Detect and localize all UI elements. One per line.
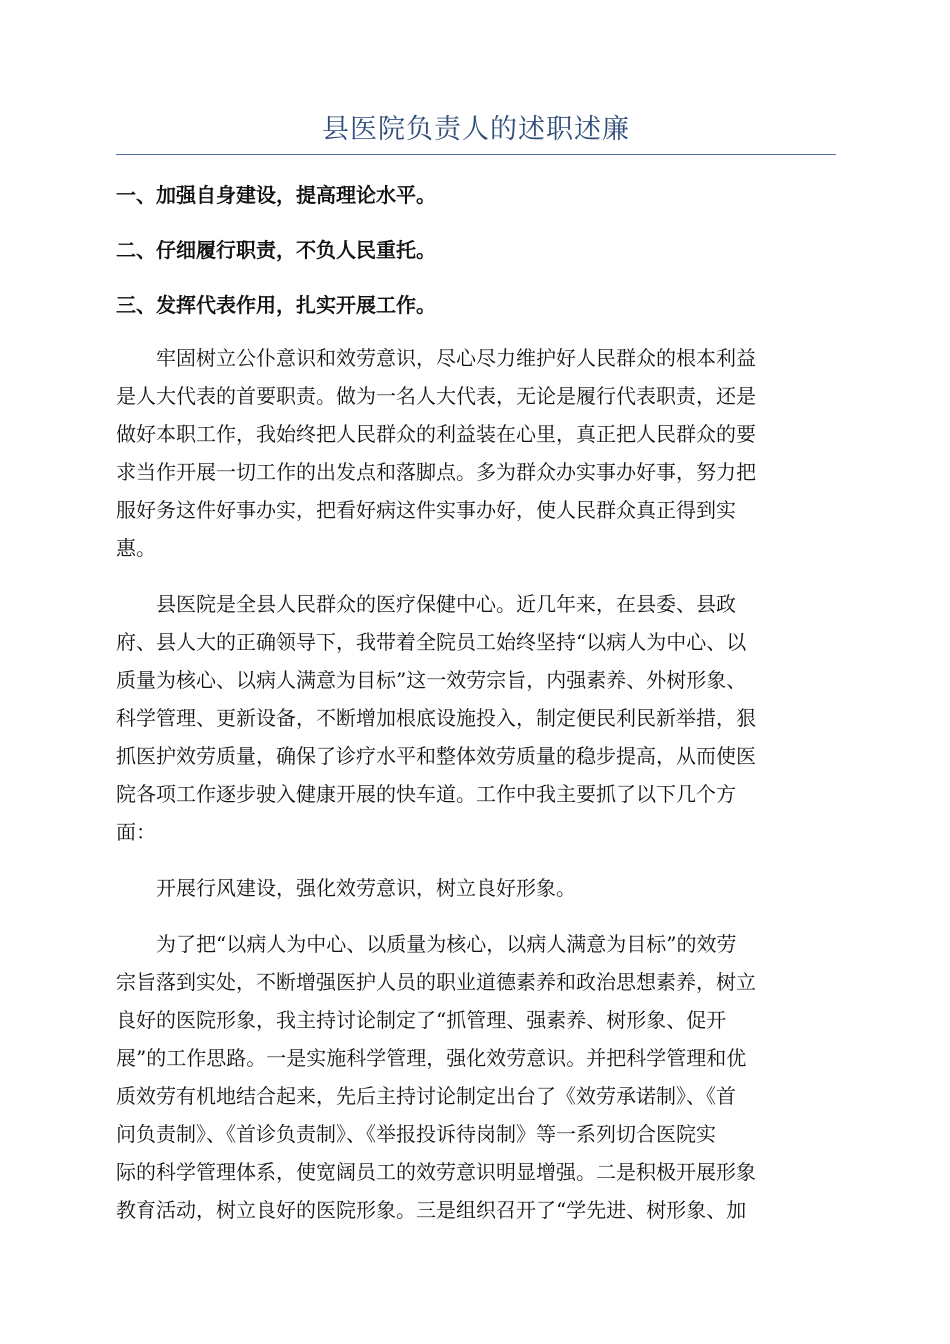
paragraph-line: 面： bbox=[116, 820, 156, 844]
paragraph-3 bbox=[116, 869, 836, 907]
paragraph-4 bbox=[116, 925, 836, 1229]
paragraph-line: 质量为核心、以病人满意为目标”这一效劳宗旨，内强素养、外树形象、 bbox=[116, 668, 747, 692]
paragraph-line: 做好本职工作，我始终把人民群众的利益装在心里，真正把人民群众的要 bbox=[116, 422, 756, 446]
paragraph-line: 院各项工作逐步驶入健康开展的快车道。工作中我主要抓了以下几个方 bbox=[116, 782, 736, 806]
paragraph-line: 质效劳有机地结合起来，先后主持讨论制定出台了《效劳承诺制》、《首 bbox=[116, 1084, 736, 1108]
paragraph-line: 府、县人大的正确领导下，我带着全院员工始终坚持“以病人为中心、以 bbox=[116, 630, 747, 654]
paragraph-line: 良好的医院形象，我主持讨论制定了“抓管理、强素养、树形象、促开 bbox=[116, 1008, 727, 1032]
paragraph-line: 求当作开展一切工作的出发点和落脚点。多为群众办实事办好事，努力把 bbox=[116, 460, 756, 484]
paragraph-line: 教育活动，树立良好的医院形象。三是组织召开了“学先进、树形象、加 bbox=[116, 1198, 747, 1222]
paragraph-line: 展”的工作思路。一是实施科学管理，强化效劳意识。并把科学管理和优 bbox=[116, 1046, 747, 1070]
document-page bbox=[116, 110, 836, 1229]
paragraph-line: 牢固树立公仆意识和效劳意识，尽心尽力维护好人民群众的根本利益 bbox=[156, 346, 756, 370]
paragraph-line: 抓医护效劳质量，确保了诊疗水平和整体效劳质量的稳步提高，从而使医 bbox=[116, 744, 756, 768]
section-heading-3: 三、发挥代表作用，扎实开展工作。 bbox=[116, 293, 436, 317]
paragraph-line: 惠。 bbox=[116, 536, 156, 560]
title-underline bbox=[116, 154, 836, 155]
section-heading-2: 二、仔细履行职责，不负人民重托。 bbox=[116, 238, 436, 262]
paragraph-line: 科学管理、更新设备，不断增加根底设施投入，制定便民利民新举措，狠 bbox=[116, 706, 756, 730]
section-heading-1: 一、加强自身建设，提高理论水平。 bbox=[116, 183, 436, 207]
paragraph-line: 际的科学管理体系，使宽阔员工的效劳意识明显增强。二是积极开展形象 bbox=[116, 1160, 756, 1184]
paragraph-line: 为了把“以病人为中心、以质量为核心，以病人满意为目标”的效劳 bbox=[156, 932, 737, 956]
paragraph-line: 宗旨落到实处，不断增强医护人员的职业道德素养和政治思想素养，树立 bbox=[116, 970, 756, 994]
paragraph-line: 问负责制》、《首诊负责制》、《举报投诉待岗制》等一系列切合医院实 bbox=[116, 1122, 716, 1146]
paragraph-line: 县医院是全县人民群众的医疗保健中心。近几年来，在县委、县政 bbox=[156, 592, 736, 616]
paragraph-1 bbox=[116, 339, 836, 567]
paragraph-line: 开展行风建设，强化效劳意识，树立良好形象。 bbox=[156, 876, 576, 900]
document-title: 县医院负责人的述职述廉 bbox=[322, 114, 630, 145]
paragraph-2 bbox=[116, 585, 836, 851]
paragraph-line: 是人大代表的首要职责。做为一名人大代表，无论是履行代表职责，还是 bbox=[116, 384, 756, 408]
paragraph-line: 服好务这件好事办实，把看好病这件实事办好，使人民群众真正得到实 bbox=[116, 498, 736, 522]
